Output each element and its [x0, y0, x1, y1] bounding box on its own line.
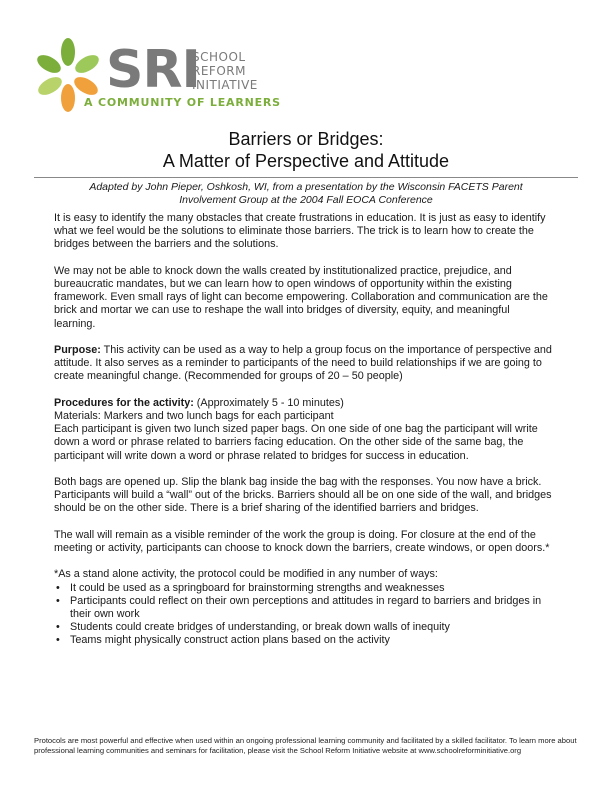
attribution: Adapted by John Pieper, Oshkosh, WI, from a presentation by the Wisconsin FACETS Parent Involvement Group at the 2004 Fall EOCA Conference — [89, 181, 523, 206]
list-item: • It could be used as a springboard for brainstorming strengths and weaknesses — [54, 582, 554, 595]
logo-tagline: A COMMUNITY OF LEARNERS — [84, 96, 281, 109]
purpose-text: This activity can be used as a way to help a group focus on the importance of perspective and attitude. It also serves as a reminder to participants of the need to build relationships if we are going to create meaningful change. (Recommended for groups of 20 – 50 people) — [54, 344, 552, 383]
procedure-text: Each participant is given two lunch sized paper bags. On one side of one bag the participant will write down a word or phrase related to barriers facing education. On the other side of the same bag, the participant will write down a word or phrase related to bridges for success in education. — [54, 423, 538, 462]
purpose-label: Purpose: — [54, 344, 101, 356]
walls-paragraph: We may not be able to knock down the walls created by institutionalized practice, prejudice, and bureaucratic mandates, but we can learn how to open windows of opportunity within the existing framework. Even small rays of light can become empowering. Collaboration and communication are the brick and mortar we can use to reshape the wall into bridges of diversity, equity, and meaningful learning. — [54, 264, 548, 330]
logo-word-reform: REFORM — [192, 64, 246, 78]
logo-word-school: SCHOOL — [192, 50, 246, 64]
logo-mark: SRI — [106, 40, 200, 100]
list-item: • Participants could reflect on their own perceptions and attitudes in regard to barriers and bridges in their own work — [54, 595, 554, 621]
purpose-paragraph — [54, 344, 554, 384]
footer-note: Protocols are most powerful and effective when used within an ongoing professional learning community and facilitated by a skilled facilitator. To learn more about professional learning communities and seminars for facilitation, please visit the School Reform Initiative website at www.schoolreforminitiative.org — [34, 736, 577, 755]
title-line-2: A Matter of Perspective and Attitude — [162, 151, 450, 171]
list-item: • Students could create bridges of understanding, or break down walls of inequity — [54, 621, 554, 634]
standalone-intro: *As a stand alone activity, the protocol could be modified in any number of ways: — [54, 568, 438, 581]
procedures-time: (Approximately 5 - 10 minutes) — [193, 396, 344, 409]
materials-line: Materials: Markers and two lunch bags for each participant — [54, 410, 334, 422]
wall-paragraph: The wall will remain as a visible reminder of the work the group is doing. For closure at the end of the meeting or activity, participants can choose to knock down the barriers, create windows, or open doors.* — [54, 528, 550, 554]
bricks-paragraph: Both bags are opened up. Slip the blank bag inside the bag with the responses. You now have a brick. Participants will build a “wall” out of the bricks. Barriers should all be on one side of the wall, and bridges should be on the other side. There is a brief sharing of the identified barriers and bridges. — [54, 476, 552, 515]
list-item: • Teams might physically construct action plans based on the activity — [54, 634, 554, 647]
document-body — [54, 212, 554, 648]
title-divider — [34, 177, 578, 178]
intro-paragraph: It is easy to identify the many obstacles that create frustrations in education. It is just as easy to identify what we feel would be the solutions to eliminate those barriers. The trick is to learn how to create the bridges between the barriers and the solutions. — [54, 212, 546, 251]
modification-list — [54, 582, 554, 648]
logo-words — [192, 50, 258, 92]
title-line-1: Barriers or Bridges: — [228, 129, 384, 149]
logo-word-initiative: INITIATIVE — [192, 78, 258, 92]
procedures-label: Procedures for the activity: — [54, 396, 194, 409]
procedures-paragraph — [54, 397, 554, 463]
sri-logo — [34, 36, 294, 116]
page-title — [0, 128, 612, 172]
